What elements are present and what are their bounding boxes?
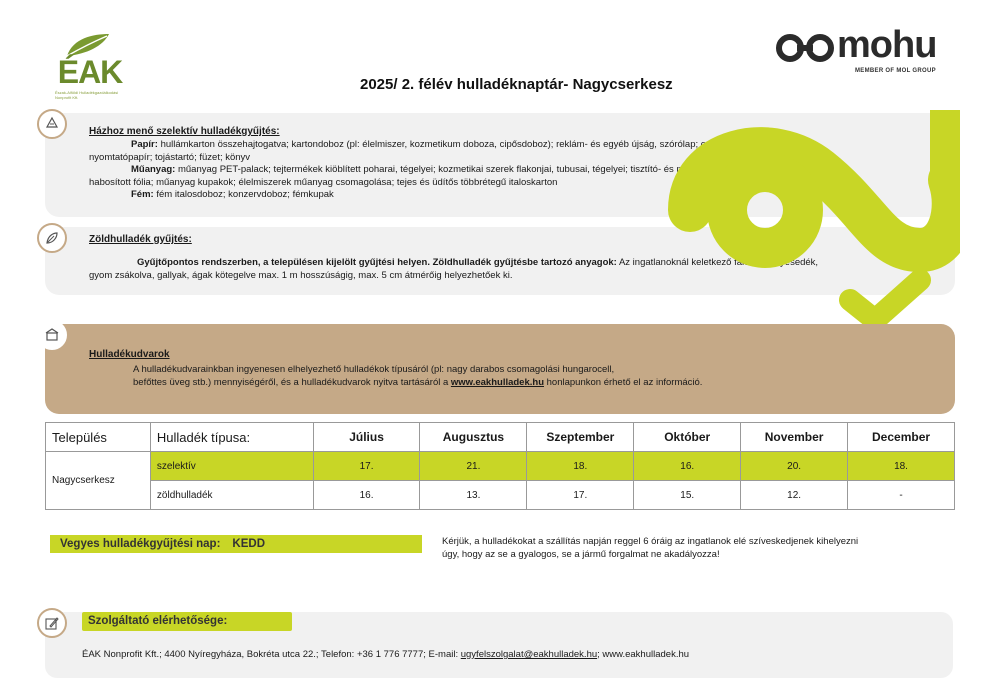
date-cell: - — [848, 481, 955, 510]
yards-text-2b: honlapunkon érhető el az információ. — [544, 376, 703, 388]
paper-text-2: nyomtatópapír; tojástartó; füzet; könyv — [89, 151, 251, 163]
date-cell: 12. — [741, 481, 848, 510]
header-month: Október — [634, 423, 741, 452]
contact-email-link[interactable]: ugyfelszolgalat@eakhulladek.hu — [460, 649, 598, 660]
green-bold-text: Gyűjtőpontos rendszerben, a településen kijelölt gyűjtési helyen. Zöldhulladék gyűjtésbe tartozó anyagok: — [137, 257, 617, 268]
plastic-text-2: habosított fólia; műanyag kupakok; élelmiszerek műanyag csomagolása; tejes és üdítős többrétegű italoskarton — [89, 176, 558, 188]
green-icon-badge — [37, 223, 67, 253]
selective-icon-badge — [37, 109, 67, 139]
paper-text: hullámkarton összehajtogatva; kartondoboz (pl: élelmiszer, kozmetikum doboza, cipősdoboz); reklám- és egyéb újság, szórólap; csomagolópapír; — [157, 139, 771, 150]
eak-logo-text: ÉAK — [57, 54, 123, 90]
header-waste-type: Hulladék típusa: — [150, 423, 313, 452]
mohu-mark-icon — [775, 32, 835, 64]
placement-notice — [442, 536, 942, 561]
contact-icon-badge — [37, 608, 67, 638]
date-cell: 20. — [741, 452, 848, 481]
header-month: Augusztus — [420, 423, 527, 452]
decorative-swirl — [650, 110, 960, 340]
date-cell: 13. — [420, 481, 527, 510]
date-cell: 17. — [313, 452, 420, 481]
date-cell: 15. — [634, 481, 741, 510]
notice-line-1: Kérjük, a hulladékokat a szállítás napján reggel 6 óráig az ingatlanok elé szíveskedjenek kihelyezni — [442, 536, 859, 547]
pen-icon — [44, 615, 60, 631]
date-cell: 16. — [313, 481, 420, 510]
mixed-waste-label: Vegyes hulladékgyűjtési nap: — [60, 538, 221, 550]
metal-label: Fém: — [131, 189, 154, 200]
waste-type-cell: zöldhulladék — [150, 481, 313, 510]
yards-section — [45, 324, 955, 414]
leaf-icon — [44, 230, 60, 246]
header-month: Szeptember — [527, 423, 634, 452]
eak-logo — [55, 32, 145, 107]
header-settlement: Település — [46, 423, 151, 452]
contact-details — [82, 649, 689, 660]
date-cell: 21. — [420, 452, 527, 481]
waste-type-cell: szelektív — [150, 452, 313, 481]
date-cell: 17. — [527, 481, 634, 510]
contact-text-a: ÉAK Nonprofit Kft.; 4400 Nyíregyháza, Bokréta utca 22.; Telefon: +36 1 776 7777; E-mail: — [82, 649, 461, 660]
mixed-waste-day: KEDD — [232, 538, 266, 550]
green-text-2: gyom zsákolva, gallyak, ágak kötegelve max. 1 m hosszúságig, max. 5 cm átmérőig helyezhetőek ki. — [89, 269, 513, 281]
mohu-logo-text: mohu — [837, 24, 937, 66]
eak-logo-subtitle: Észak-Alföldi Hulladékgazdálkodási Nonprofit Kft. — [55, 90, 119, 100]
selective-heading: Házhoz menő szelektív hulladékgyűjtés: — [89, 126, 280, 137]
header-month: Július — [313, 423, 420, 452]
schedule-table — [45, 422, 955, 510]
plastic-text: műanyag PET-palack; tejtermékek kiöblített poharai, tégelyei; kozmetikai szerek flakonjai, tubusai, tégelyei; tisztító- és mosószerek csomagolásai; fólia, — [175, 164, 814, 175]
yards-text: A hulladékudvarainkban ingyenesen elhelyezhető hulladékok típusáról (pl: nagy darabos csomagolási hungarocell, — [133, 364, 615, 375]
notice-line-2: úgy, hogy az se a gyalogos, se a jármű forgalmat ne akadályozza! — [442, 548, 720, 560]
header-month: December — [848, 423, 955, 452]
building-icon — [44, 327, 60, 343]
yards-body — [133, 364, 933, 389]
page-title: 2025/ 2. félév hulladéknaptár- Nagycserkesz — [360, 76, 673, 93]
paper-label: Papír: — [131, 139, 158, 150]
table-row — [46, 452, 955, 481]
table-header-row — [46, 423, 955, 452]
date-cell: 16. — [634, 452, 741, 481]
settlement-cell: Nagycserkesz — [46, 452, 151, 510]
contact-text-b: ; www.eakhulladek.hu — [597, 649, 690, 660]
plastic-label: Műanyag: — [131, 164, 176, 175]
yards-link[interactable]: www.eakhulladek.hu — [450, 376, 544, 388]
yards-icon-badge — [37, 320, 67, 350]
mohu-logo-subtitle: MEMBER OF MOL GROUP — [855, 68, 936, 74]
recycle-icon — [44, 116, 60, 132]
green-text: Az ingatlanoknál keletkező falevél, fűnyesedék, — [616, 257, 819, 268]
metal-text: fém italosdoboz; konzervdoboz; fémkupak — [153, 189, 334, 200]
table-row — [46, 481, 955, 510]
green-heading: Zöldhulladék gyűjtés: — [89, 234, 192, 245]
yards-heading: Hulladékudvarok — [89, 349, 170, 360]
contact-heading: Szolgáltató elérhetősége: — [82, 612, 292, 631]
date-cell: 18. — [527, 452, 634, 481]
header-month: November — [741, 423, 848, 452]
yards-text-2a: befőttes üveg stb.) mennyiségéről, és a hulladékudvarok nyitva tartásáról a — [133, 376, 451, 388]
date-cell: 18. — [848, 452, 955, 481]
mohu-logo — [775, 24, 950, 80]
mixed-waste-banner — [50, 535, 422, 553]
